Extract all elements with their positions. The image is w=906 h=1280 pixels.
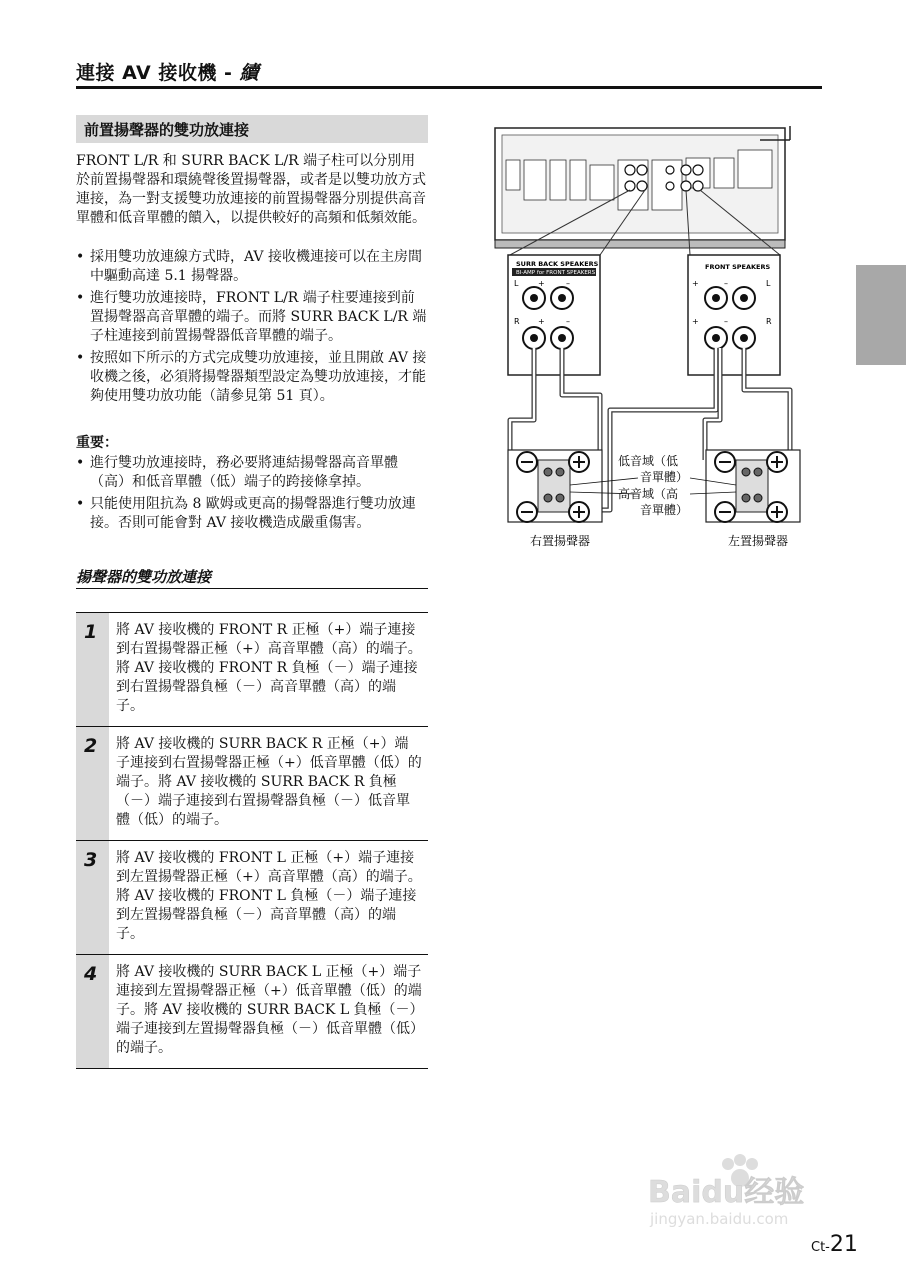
- subsection-title: 揚聲器的雙功放連接: [76, 568, 212, 586]
- step-text: 將 AV 接收機的 FRONT R 正極（+）端子連接到右置揚聲器正極（+）高音單體（高）的端子。將 AV 接收機的 FRONT R 負極（－）端子連接到右置揚聲器負極（－）高音單體（高）的端子。: [116, 622, 422, 714]
- important-bullet-list: [76, 454, 428, 536]
- step-row: [76, 955, 428, 1069]
- svg-text:右置揚聲器: 右置揚聲器: [530, 534, 591, 548]
- step-number: 1: [84, 621, 98, 643]
- svg-text:–: –: [724, 279, 728, 288]
- svg-text:+: +: [692, 317, 699, 326]
- subsection-rule: [76, 588, 428, 589]
- front-terminal-panel: [688, 255, 780, 375]
- baidu-watermark: [640, 1150, 840, 1230]
- bullet-item: • 按照如下所示的方式完成雙功放連接，並且開啟 AV 接收機之後，必須將揚聲器類型設定為雙功放連接，才能夠使用雙功放功能（請參見第 51 頁）。: [76, 349, 428, 406]
- step-text: 將 AV 接收機的 SURR BACK R 正極（+）端子連接到右置揚聲器正極（+）低音單體（低）的端子。將 AV 接收機的 SURR BACK R 負極（－）端子連接到右置揚聲器負極（－）低音單體（低）的端子。: [116, 736, 422, 828]
- svg-text:低音域（低: 低音域（低: [618, 454, 679, 468]
- step-text: 將 AV 接收機的 FRONT L 正極（+）端子連接到左置揚聲器正極（+）高音單體（高）的端子。將 AV 接收機的 FRONT L 負極（－）端子連接到左置揚聲器負極（－）高音單體（高）的端子。: [116, 850, 422, 942]
- step-number: 2: [84, 735, 98, 757]
- svg-text:+: +: [692, 279, 699, 288]
- svg-text:音單體）: 音單體）: [640, 470, 689, 484]
- svg-text:SURR BACK SPEAKERS: SURR BACK SPEAKERS: [516, 260, 599, 268]
- header-continued: 續: [239, 62, 259, 84]
- steps-table: [76, 612, 428, 1069]
- svg-text:R: R: [766, 317, 772, 326]
- header-rule: [76, 86, 822, 89]
- feature-bullet-list: [76, 248, 428, 409]
- step-number-cell: [76, 955, 109, 1068]
- svg-text:高音域（高: 高音域（高: [618, 487, 679, 501]
- step-row: [76, 727, 428, 841]
- bullet-item: • 進行雙功放連接時，FRONT L/R 端子柱要連接到前置揚聲器高音單體的端子。而將 SURR BACK L/R 端子柱連接到前置揚聲器低音單體的端子。: [76, 289, 428, 346]
- svg-text:FRONT SPEAKERS: FRONT SPEAKERS: [705, 263, 771, 271]
- svg-text:–: –: [724, 317, 728, 326]
- intro-paragraph: FRONT L/R 和 SURR BACK L/R 端子柱可以分別用於前置揚聲器和環繞聲後置揚聲器，或者是以雙功放方式連接，為一對支援雙功放連接的前置揚聲器分別提供高音單體和低音單體的饋入，以提供較好的高頻和低頻效能。: [76, 153, 426, 226]
- svg-text:R: R: [514, 317, 520, 326]
- important-bullet-item: • 只能使用阻抗為 8 歐姆或更高的揚聲器進行雙功放連接。否則可能會對 AV 接收機造成嚴重傷害。: [76, 495, 428, 533]
- svg-text:左置揚聲器: 左置揚聲器: [728, 534, 789, 548]
- step-text: 將 AV 接收機的 SURR BACK L 正極（+）端子連接到左置揚聲器正極（+）低音單體（低）的端子。將 AV 接收機的 SURR BACK L 負極（－）端子連接到左置揚聲器負極（－）低音單體（低）的端子。: [116, 964, 422, 1056]
- svg-text:音單體）: 音單體）: [640, 503, 689, 517]
- receiver-rear-panel: [495, 126, 790, 248]
- svg-text:–: –: [566, 279, 570, 288]
- step-number: 3: [84, 849, 98, 871]
- important-label: 重要：: [76, 435, 118, 451]
- surr-back-terminal-panel: [508, 255, 600, 375]
- svg-text:L: L: [514, 279, 519, 288]
- left-speaker-terminals: [706, 450, 800, 548]
- side-tab: [856, 265, 906, 365]
- svg-text:BI-AMP for FRONT SPEAKERS: BI-AMP for FRONT SPEAKERS: [516, 270, 596, 276]
- svg-text:–: –: [566, 317, 570, 326]
- svg-text:+: +: [538, 317, 545, 326]
- step-number: 4: [84, 963, 98, 985]
- svg-text:Baidu经验: Baidu经验: [648, 1175, 805, 1210]
- page-header-title: 連接 AV 接收機 - 續: [76, 62, 259, 84]
- step-number-cell: [76, 613, 109, 726]
- page-number: Ct-21: [811, 1232, 858, 1257]
- svg-text:L: L: [766, 279, 771, 288]
- step-number-cell: [76, 727, 109, 840]
- step-row: [76, 613, 428, 727]
- step-number-cell: [76, 841, 109, 954]
- section-heading: 前置揚聲器的雙功放連接: [76, 115, 428, 143]
- right-speaker-terminals: [508, 450, 602, 548]
- step-row: [76, 841, 428, 955]
- svg-text:+: +: [538, 279, 545, 288]
- svg-text:jingyan.baidu.com: jingyan.baidu.com: [650, 1210, 789, 1228]
- important-bullet-item: • 進行雙功放連接時，務必要將連結揚聲器高音單體（高）和低音單體（低）端子的跨接條拿掉。: [76, 454, 428, 492]
- bi-amp-wiring-diagram: [490, 120, 820, 560]
- bullet-item: • 採用雙功放連線方式時，AV 接收機連接可以在主房間中驅動高達 5.1 揚聲器。: [76, 248, 428, 286]
